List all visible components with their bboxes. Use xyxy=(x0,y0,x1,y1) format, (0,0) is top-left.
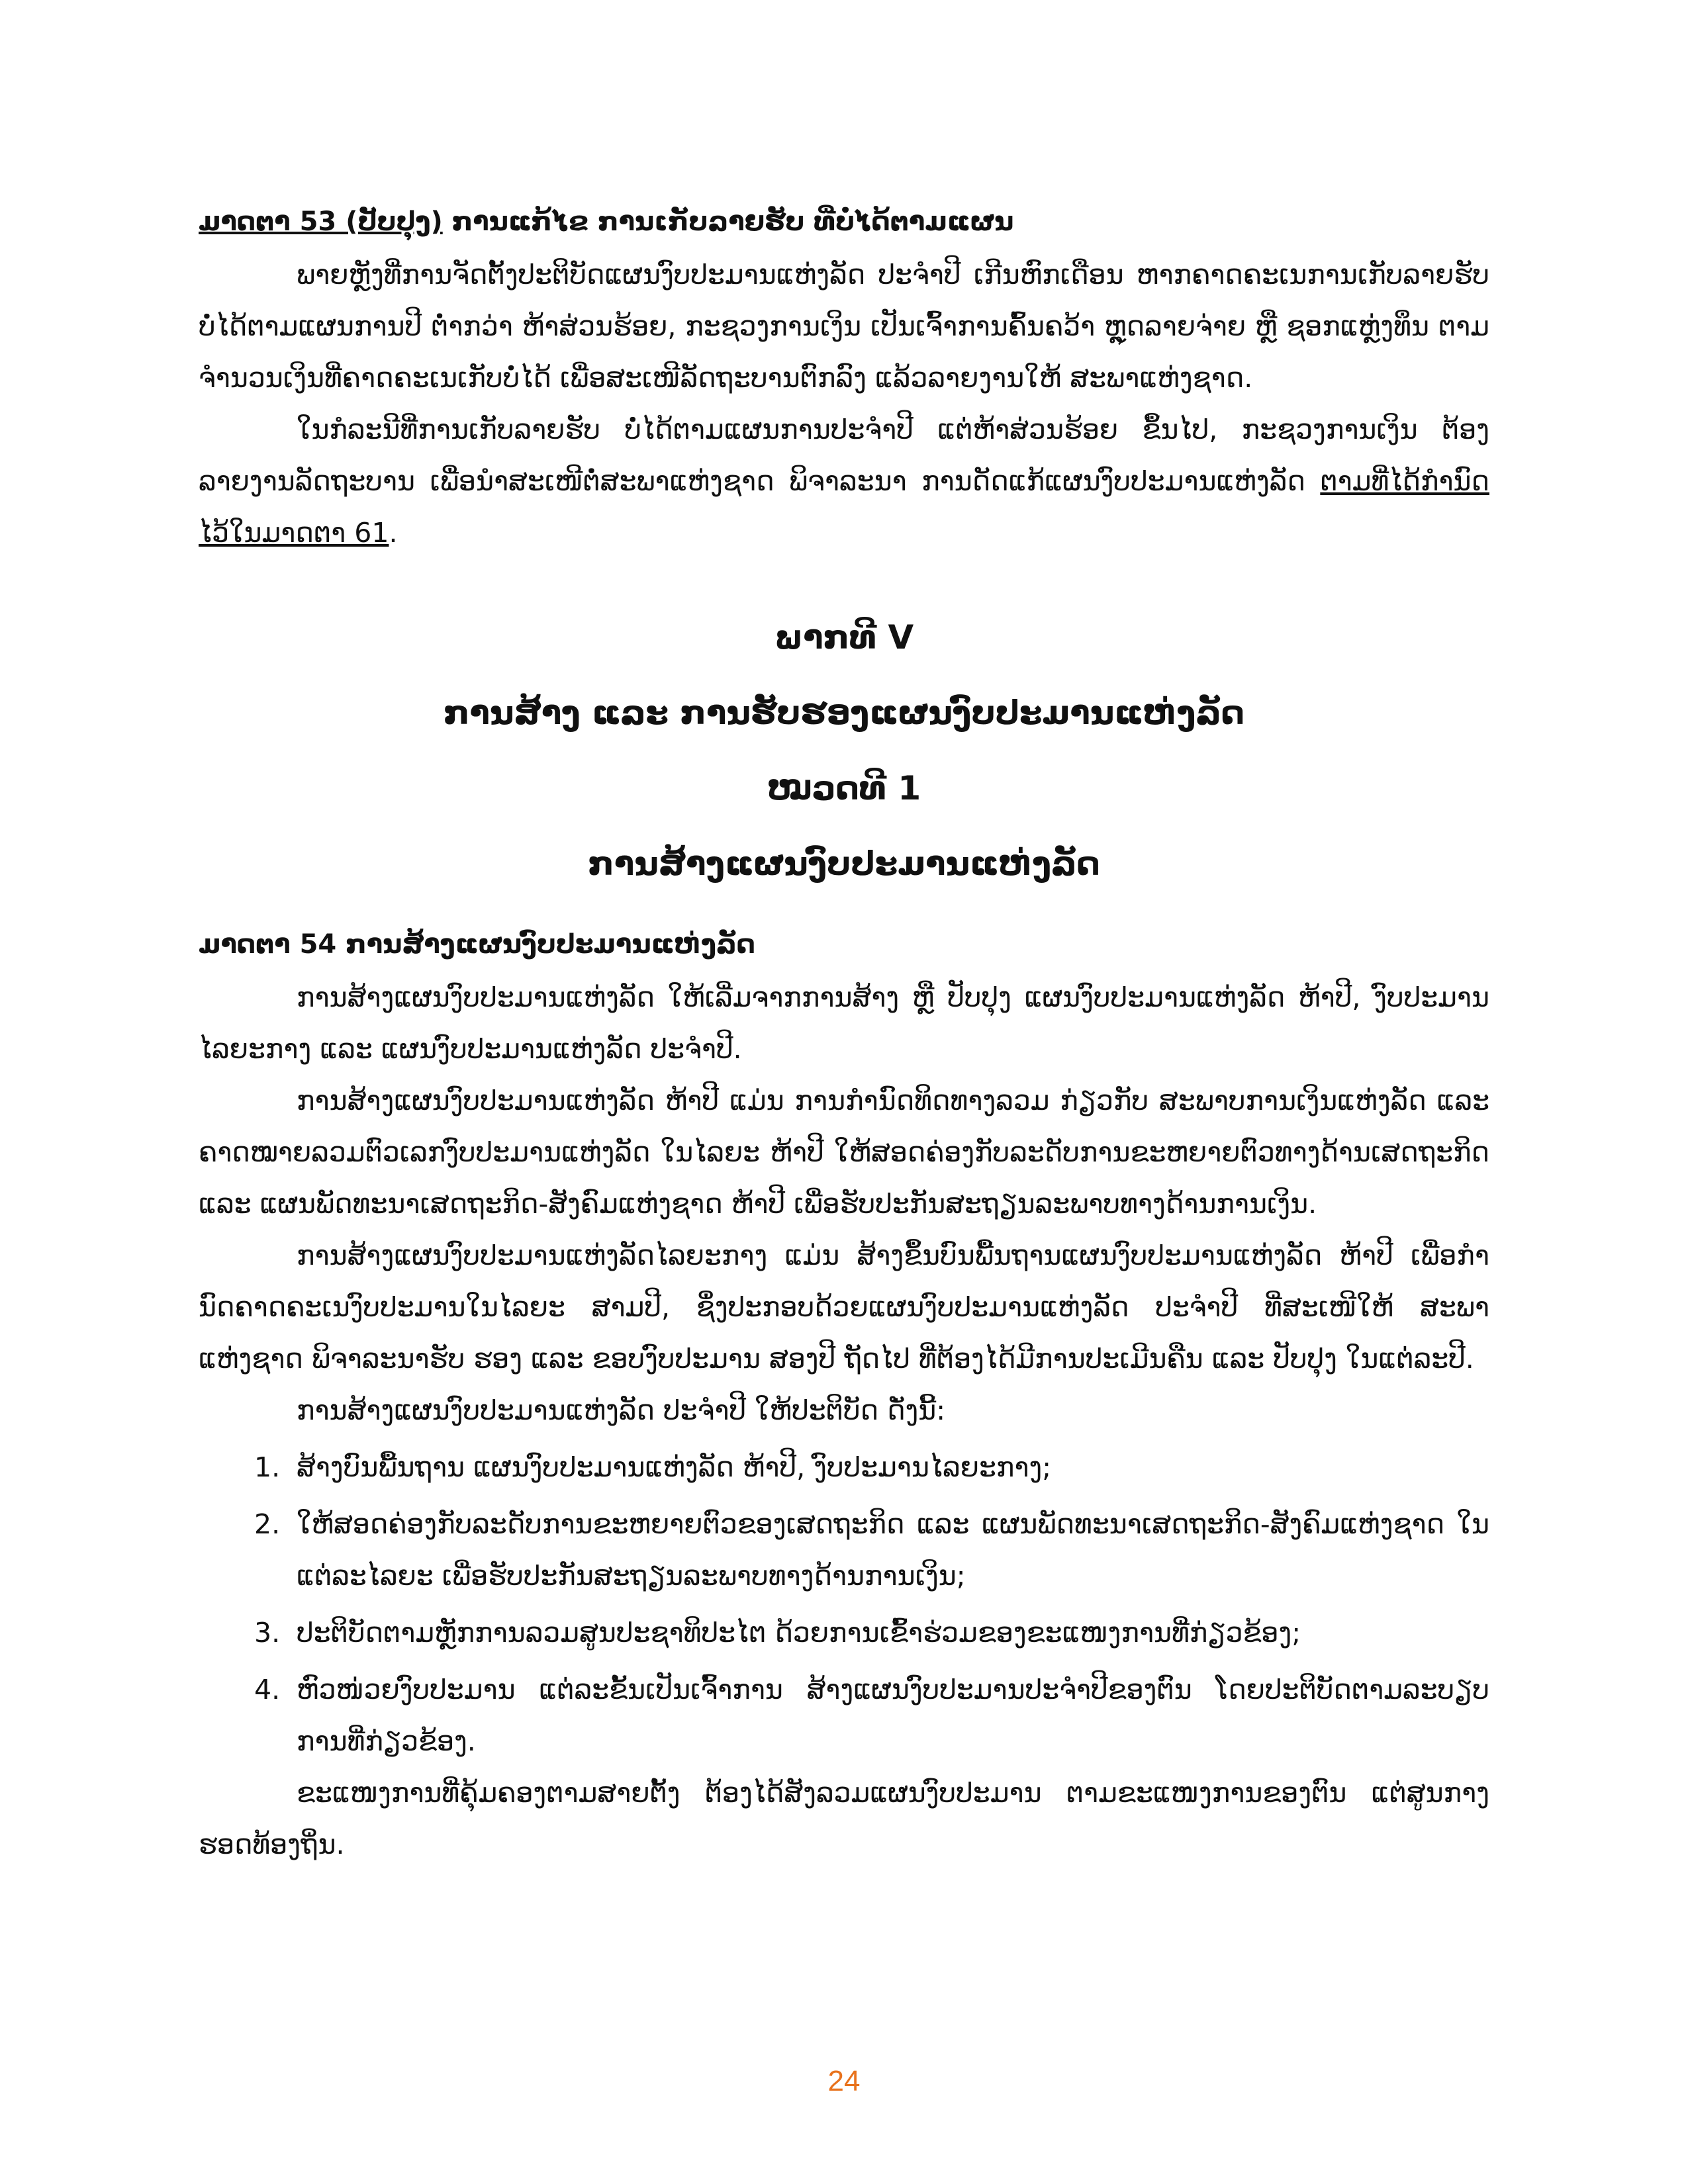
article-54-paragraph-3: ການສ້າງແຜນງົບປະມານແຫ່ງລັດໄລຍະກາງ ແມ່ນ ສ້າງຂຶ້ນບົນພື້ນຖານແຜນງົບປະມານແຫ່ງລັດ ຫ້າປີ ເພື່ອກໍານົດຄາດຄະເນງົບປະມານໃນໄລຍະ ສາມປີ, ຊຶ່ງປະກອບດ້ວຍແຜນງົບປະມານແຫ່ງລັດ ປະຈໍາປີ ທີ່ສະເໜີໃຫ້ ສະພາແຫ່ງຊາດ ພິຈາລະນາຮັບ ຮອງ ແລະ ຂອບງົບປະມານ ສອງປີ ຖັດໄປ ທີ່ຕ້ອງໄດ້ມີການປະເມີນຄືນ ແລະ ປັບປຸງ ໃນແຕ່ລະປີ. xyxy=(199,1240,1489,1375)
part-title: ການສ້າງ ແລະ ການຮັບຮອງແຜນງົບປະມານແຫ່ງລັດ xyxy=(443,694,1245,732)
article-54-title: ມາດຕາ 54 ການສ້າງແຜນງົບປະມານແຫ່ງລັດ xyxy=(199,929,756,960)
list-item xyxy=(199,1607,1489,1659)
chapter-title: ການສ້າງແຜນງົບປະມານແຫ່ງລັດ xyxy=(588,844,1100,883)
article-53-label: ມາດຕາ 53 (ປັບປຸງ) xyxy=(199,206,443,237)
article-53-paragraph-2-end: . xyxy=(389,517,398,549)
article-54-paragraph-5: ຂະແໜງການທີ່ຄຸ້ມຄອງຕາມສາຍຕັ້ງ ຕ້ອງໄດ້ສັງລວມແຜນງົບປະມານ ຕາມຂະແໜງການຂອງຕົນ ແຕ່ສູນກາງ ຮອດທ້ອງຖິ່ນ. xyxy=(199,1777,1489,1860)
article-61-reference: ຕາມທີ່ໄດ້ກໍານົດໄວ້ໃນມາດຕາ 61 xyxy=(199,465,1489,549)
page-number: 24 xyxy=(827,2065,861,2097)
article-53-paragraph-1: ພາຍຫຼັງທີ່ການຈັດຕັ້ງປະຕິບັດແຜນງົບປະມານແຫ່ງລັດ ປະຈໍາປີ ເກີນຫົກເດືອນ ຫາກຄາດຄະເນການເກັບລາຍຮັບບໍ່ໄດ້ຕາມແຜນການປີ ຕໍ່າກວ່າ ຫ້າສ່ວນຮ້ອຍ, ກະຊວງການເງິນ ເປັນເຈົ້າການຄົ້ນຄວ້າ ຫຼຸດລາຍຈ່າຍ ຫຼື ຊອກແຫຼ່ງທຶນ ຕາມຈໍານວນເງິນທີ່ຄາດຄະເນເກັບບໍ່ໄດ້ ເພື່ອສະເໜີລັດຖະບານຕົກລົງ ແລ້ວລາຍງານໃຫ້ ສະພາແຫ່ງຊາດ. xyxy=(199,259,1489,394)
article-53-paragraph-2 xyxy=(199,404,1489,559)
list-item-number: 2. xyxy=(254,1508,281,1540)
list-item-text: ໃຫ້ສອດຄ່ອງກັບລະດັບການຂະຫຍາຍຕົວຂອງເສດຖະກິດ ແລະ ແຜນພັດທະນາເສດຖະກິດ-ສັງຄົມແຫ່ງຊາດ ໃນແຕ່ລະໄລຍະ ເພື່ອຮັບປະກັນສະຖຽນລະພາບທາງດ້ານການເງິນ; xyxy=(297,1508,1489,1592)
list-item xyxy=(199,1498,1489,1602)
list-item-text: ຫົວໜ່ວຍງົບປະມານ ແຕ່ລະຂັ້ນເປັນເຈົ້າການ ສ້າງແຜນງົບປະມານປະຈໍາປີຂອງຕົນ ໂດຍປະຕິບັດຕາມລະບຽບການທີ່ກ່ຽວຂ້ອງ. xyxy=(297,1674,1489,1757)
part-heading: ພາກທີ V xyxy=(774,618,914,657)
chapter-heading: ໝວດທີ 1 xyxy=(767,769,921,807)
article-53-title xyxy=(199,199,1489,245)
article-54-paragraph-1: ການສ້າງແຜນງົບປະມານແຫ່ງລັດ ໃຫ້ເລີ່ມຈາກການສ້າງ ຫຼື ປັບປຸງ ແຜນງົບປະມານແຫ່ງລັດ ຫ້າປີ, ງົບປະມານໄລຍະກາງ ແລະ ແຜນງົບປະມານແຫ່ງລັດ ປະຈໍາປີ. xyxy=(199,981,1489,1065)
article-54-paragraph-4: ການສ້າງແຜນງົບປະມານແຫ່ງລັດ ປະຈໍາປີ ໃຫ້ປະຕິບັດ ດັ່ງນີ້: xyxy=(297,1394,946,1426)
article-54-paragraph-2: ການສ້າງແຜນງົບປະມານແຫ່ງລັດ ຫ້າປີ ແມ່ນ ການກໍານົດທິດທາງລວມ ກ່ຽວກັບ ສະພາບການເງິນແຫ່ງລັດ ແລະ ຄາດໝາຍລວມຕົວເລກງົບປະມານແຫ່ງລັດ ໃນໄລຍະ ຫ້າປີ ໃຫ້ສອດຄ່ອງກັບລະດັບການຂະຫຍາຍຕົວທາງດ້ານເສດຖະກິດ ແລະ ແຜນພັດທະນາເສດຖະກິດ-ສັງຄົມແຫ່ງຊາດ ຫ້າປີ ເພື່ອຮັບປະກັນສະຖຽນລະພາບທາງດ້ານການເງິນ. xyxy=(199,1085,1489,1220)
list-item-text: ປະຕິບັດຕາມຫຼັກການລວມສູນປະຊາທິປະໄຕ ດ້ວຍການເຂົ້າຮ່ວມຂອງຂະແໜງການທີ່ກ່ຽວຂ້ອງ; xyxy=(297,1617,1301,1649)
page-content xyxy=(199,199,1489,1870)
list-item-number: 4. xyxy=(254,1674,281,1706)
list-item-number: 1. xyxy=(254,1451,281,1483)
list-item-number: 3. xyxy=(254,1617,281,1649)
article-53-title-text: ການແກ້ໄຂ ການເກັບລາຍຮັບ ທີ່ບໍ່ໄດ້ຕາມແຜນ xyxy=(442,206,1014,237)
list-item xyxy=(199,1664,1489,1767)
article-53-paragraph-2-text: ໃນກໍລະນີທີ່ການເກັບລາຍຮັບ ບໍ່ໄດ້ຕາມແຜນການປະຈໍາປີ ແຕ່ຫ້າສ່ວນຮ້ອຍ ຂຶ້ນໄປ, ກະຊວງການເງິນ ຕ້ອງລາຍງານລັດຖະບານ ເພື່ອນໍາສະເໜີຕໍ່ສະພາແຫ່ງຊາດ ພິຈາລະນາ ການດັດແກ້ແຜນງົບປະມານແຫ່ງລັດ xyxy=(199,414,1489,497)
list-item-text: ສ້າງບົນພື້ນຖານ ແຜນງົບປະມານແຫ່ງລັດ ຫ້າປີ, ງົບປະມານໄລຍະກາງ; xyxy=(297,1451,1052,1483)
list-item xyxy=(199,1441,1489,1493)
numbered-list xyxy=(199,1441,1489,1767)
